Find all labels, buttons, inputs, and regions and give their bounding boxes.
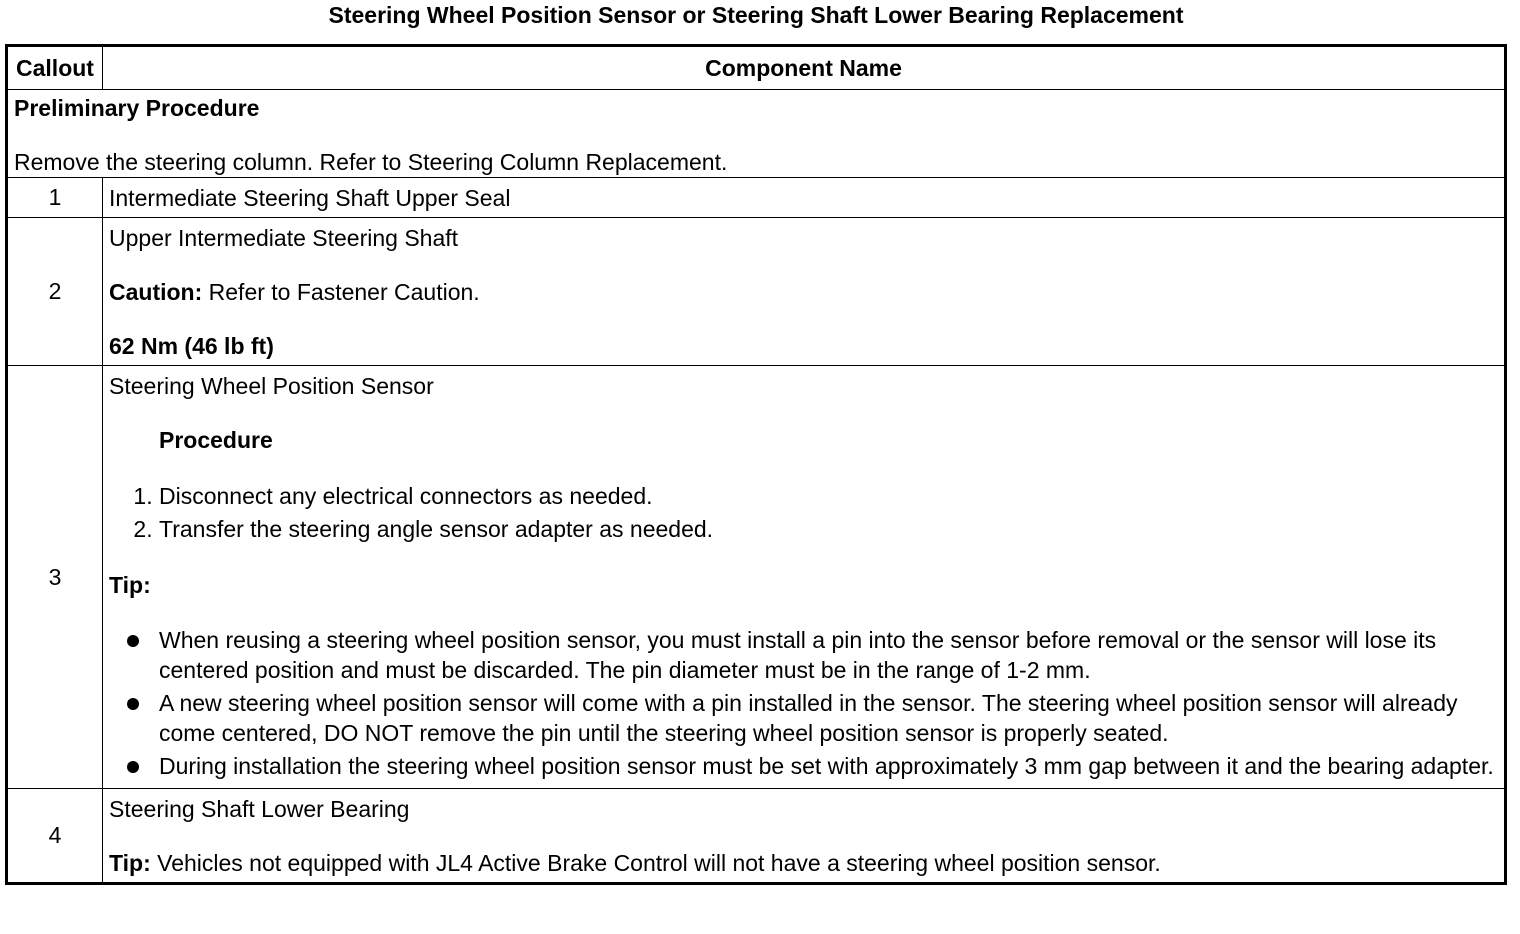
table-row <box>7 366 1506 789</box>
tip-note <box>109 849 1498 878</box>
caution-label: Caution: <box>109 279 203 305</box>
tip-item: When reusing a steering wheel position sensor, you must install a pin into the sensor before removal or the sensor will lose its centered position and must be discarded. The pin diameter must be in the range of 1-2 mm. <box>159 625 1498 685</box>
preliminary-row <box>7 90 1506 178</box>
document-title: Steering Wheel Position Sensor or Steering Shaft Lower Bearing Replacement <box>328 2 1184 28</box>
tip-item: A new steering wheel position sensor will come with a pin installed in the sensor. The steering wheel position sensor will already come centered, DO NOT remove the pin until the steering wheel position sensor is properly seated. <box>159 688 1498 748</box>
callout-cell: 1 <box>7 178 103 218</box>
tip-label: Tip: <box>109 850 151 876</box>
table-header-row <box>7 46 1506 90</box>
procedure-step: 1. Disconnect any electrical connectors as needed. <box>159 480 1498 513</box>
table-row <box>7 218 1506 366</box>
component-name-cell <box>103 366 1506 789</box>
caution-note <box>109 278 1498 307</box>
procedure-heading: Procedure <box>159 427 273 453</box>
component-name-cell <box>103 789 1506 884</box>
table-row <box>7 789 1506 884</box>
torque-spec: 62 Nm (46 lb ft) <box>109 333 274 359</box>
component-name-cell <box>103 178 1506 218</box>
component-name: Steering Wheel Position Sensor <box>109 373 434 399</box>
preliminary-cell <box>7 90 1506 178</box>
bullet-icon <box>127 761 139 773</box>
tip-label: Tip: <box>109 572 151 598</box>
header-component-name: Component Name <box>103 46 1506 90</box>
callout-cell: 2 <box>7 218 103 366</box>
header-callout: Callout <box>7 46 103 90</box>
procedure-steps <box>109 480 1498 546</box>
bullet-icon <box>127 635 139 647</box>
component-name: Intermediate Steering Shaft Upper Seal <box>109 185 511 211</box>
preliminary-heading: Preliminary Procedure <box>14 95 260 121</box>
component-name-cell <box>103 218 1506 366</box>
tip-text: Vehicles not equipped with JL4 Active Brake Control will not have a steering wheel position sensor. <box>150 850 1161 876</box>
tip-list <box>109 625 1498 781</box>
component-name: Upper Intermediate Steering Shaft <box>109 225 459 251</box>
bullet-icon <box>127 698 139 710</box>
callout-cell: 3 <box>7 366 103 789</box>
component-table <box>5 44 1507 885</box>
tip-item: During installation the steering wheel position sensor must be set with approximately 3 mm gap between it and the bearing adapter. <box>159 751 1498 781</box>
table-row <box>7 178 1506 218</box>
component-name: Steering Shaft Lower Bearing <box>109 796 410 822</box>
procedure-step: 2. Transfer the steering angle sensor adapter as needed. <box>159 513 1498 546</box>
caution-text: Refer to Fastener Caution. <box>202 279 480 305</box>
callout-cell: 4 <box>7 789 103 884</box>
preliminary-text: Remove the steering column. Refer to Steering Column Replacement. <box>14 149 728 175</box>
